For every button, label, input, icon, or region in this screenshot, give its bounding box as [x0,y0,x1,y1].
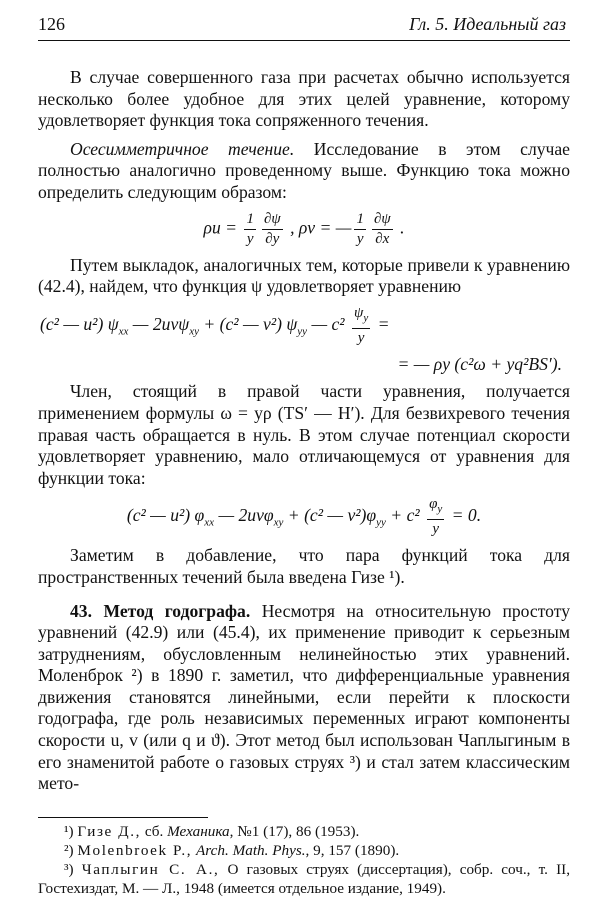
footnote-text: , 9, 157 (1890). [305,841,400,859]
fraction [354,210,366,249]
denominator: y [357,329,365,346]
footnote-text: , №1 (17), 86 (1953). [229,822,360,840]
formula-part: = 0. [447,505,482,526]
fraction [262,210,283,249]
chapter-title: Гл. 5. Идеальный газ [409,14,566,34]
fraction [244,210,256,249]
paragraph-giese-remark: Заметим в добавление, что пара функций тока для пространственных течений была введена Гизе ¹). [38,545,570,587]
paragraph-axisymmetric [38,139,570,204]
numerator-symbol: ψ [353,304,364,321]
formula-part: + (c² — v²)φ [283,505,377,526]
footnote-text: сб. [141,822,168,840]
footnote-author: Гизе Д., [77,822,142,840]
formula-part: — 2uvψ [128,313,190,334]
footnote-1 [38,822,570,841]
section-title: 43. Метод годографа. [70,600,251,621]
formula-part: ρu = [203,217,242,238]
footnote-divider [38,817,208,818]
footnote-author: Чаплыгин С. А., [81,860,220,878]
fraction [352,304,370,348]
axisymmetric-text: Исследование в этом случае полностью аналогично проведенному выше. Функцию тока можно определить следующим образом: [38,138,570,202]
potential-equation: (c² — u²) $\varphi_{xx}$ — 2uvφ$_{xy}$ + (c² — $v^2)\varphi_{yy} + c^2$ $\frac{\varphi_y}{y}$ = 0. [126,496,482,538]
footnote-mark: ¹) [64,822,74,840]
fraction [427,495,444,539]
formula-part: — 2uvφ [214,505,274,526]
fraction [372,210,393,249]
hodograph-text: Несмотря на относительную простоту уравнений (42.9) или (45.4), их применение приводит к серьезным затруднениям, обусловленным нелинейностью этих уравнений. Моленброк ²) в 1890 г. заметил, что дифференциальные уравнения движения становятся линейными, если перейти к плоскости годографа, где роль независимых переменных играют компоненты скорости u, v (или q и ϑ). Этот метод был использован Чаплыгиным в его знаменитой работе о газовых струях ³) и стал затем классическим мето- [38,600,570,794]
stream-function-equation-line2: = — ρy (c²ω + yq²BS′). [397,353,562,374]
footnote-2 [38,841,570,860]
paragraph-derivation: Путем выкладок, аналогичных тем, которые привели к уравнению (42.4), найдем, что функция ψ удовлетворяет уравнению [38,254,570,297]
footnote-text: О газовых струях (диссертация), собр. соч., т. II, Гостехиздат, М. — Л., 1948 (имеется отдельное издание, 1949). [38,860,570,897]
formula-part: . [395,217,405,238]
formula-part: (c² — u²) ψ [40,313,119,334]
footnote-3 [38,860,570,898]
numerator: $\varphi_y$ [427,495,444,520]
formula-part: = [373,313,390,334]
numerator: 1 [354,210,366,230]
footnote-journal: Механика [167,822,230,840]
running-header [38,14,570,41]
axisymmetric-heading: Осесимметричное течение. [70,138,295,159]
formula-part: + c² [385,505,425,526]
main-text [38,67,570,795]
stream-function-definition [38,210,570,249]
formula-part: (c² — u²) φ [126,505,205,526]
numerator: ∂ψ [372,210,393,230]
denominator: ∂x [375,230,390,247]
footnote-journal: Arch. Math. Phys. [196,841,306,859]
numerator: $\psi_y$ [352,304,370,329]
stream-function-equation-line1: (c² — u²) $\psi_{xx}$ — 2uvψ$_{xy}$ + (c² — v²) $\psi_{yy}$ — c² $\frac{\psi_y}{y}$ = [40,304,390,346]
paragraph-conjugate-flow: В случае совершенного газа при расчетах обычно используется несколько более удобное для этих целей уравнение, которому удовлетворяет функция тока сопряженного течения. [38,67,570,131]
book-page [38,14,570,898]
numerator-symbol: φ [429,496,438,513]
formula-part: , ρv = — [285,217,352,238]
denominator: y [246,230,254,247]
denominator: ∂y [265,230,280,247]
footnotes [38,817,570,898]
denominator: y [356,230,364,247]
numerator: 1 [244,210,256,230]
numerator: ∂ψ [262,210,283,230]
paragraph-irrotational: Член, стоящий в правой части уравнения, получается применением формулы ω = yρ (TS′ — H′). Для безвихревого течения правая часть обращается в нуль. В этом случае потенциал скорости удовлетворяет уравнению, мало отличающемуся от уравнения для функции тока: [38,381,570,488]
denominator: y [432,521,439,538]
footnote-author: Molenbroek P., [77,841,193,859]
formula-part: + (c² — v²) ψ [198,313,298,334]
footnote-mark: ³) [64,860,74,878]
paragraph-hodograph [38,601,570,795]
formula-part: — c² [307,313,349,334]
page-number: 126 [38,14,65,34]
footnote-mark: ²) [64,841,74,859]
